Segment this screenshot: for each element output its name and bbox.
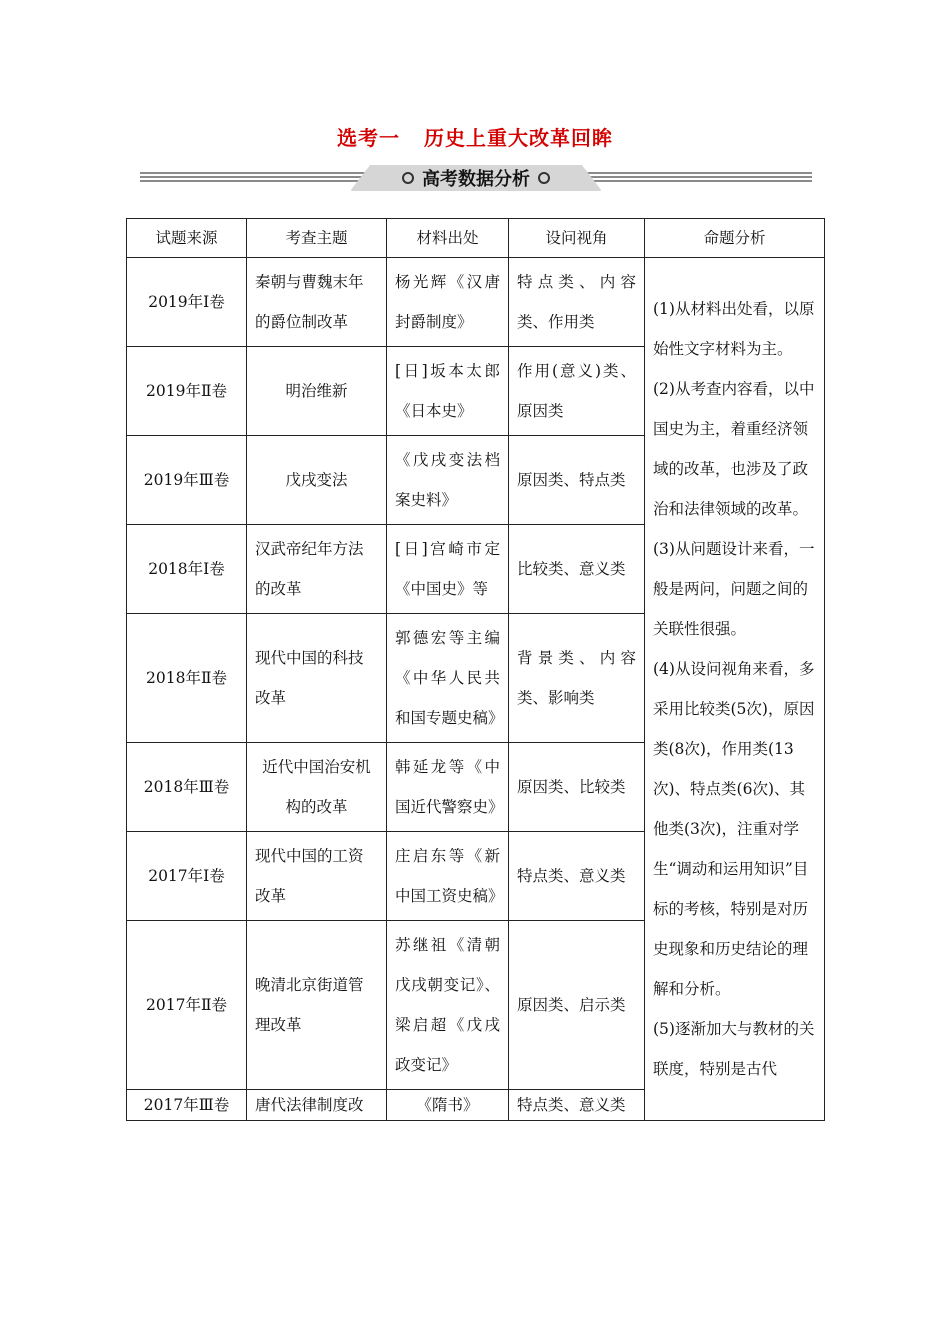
cell-angle: 特点类、意义类 bbox=[509, 1090, 645, 1121]
cell-topic: 现代中国的科技改革 bbox=[247, 614, 387, 743]
cell-material: 韩延龙等《中国近代警察史》 bbox=[387, 743, 509, 832]
table-row bbox=[127, 258, 825, 347]
cell-analysis bbox=[645, 258, 825, 1121]
cell-source: 2019年Ⅲ卷 bbox=[127, 436, 247, 525]
cell-angle: 背景类、内容类、影响类 bbox=[509, 614, 645, 743]
cell-material: [日]坂本太郎《日本史》 bbox=[387, 347, 509, 436]
cell-material: [日]宫崎市定《中国史》等 bbox=[387, 525, 509, 614]
cell-material: 《戊戌变法档案史料》 bbox=[387, 436, 509, 525]
exam-analysis-table bbox=[126, 218, 825, 1121]
cell-angle: 原因类、比较类 bbox=[509, 743, 645, 832]
cell-source: 2018年Ⅲ卷 bbox=[127, 743, 247, 832]
analysis-point: (2)从考查内容看，以中国史为主，着重经济领域的改革，也涉及了政治和法律领域的改革。 bbox=[653, 380, 815, 518]
cell-topic: 明治维新 bbox=[247, 347, 387, 436]
cell-angle: 特点类、内容类、作用类 bbox=[509, 258, 645, 347]
cell-angle: 作用(意义)类、原因类 bbox=[509, 347, 645, 436]
cell-source: 2019年Ⅰ卷 bbox=[127, 258, 247, 347]
analysis-point: (1)从材料出处看，以原始性文字材料为主。 bbox=[653, 300, 815, 358]
cell-angle: 比较类、意义类 bbox=[509, 525, 645, 614]
page-title-part2: 历史上重大改革回眸 bbox=[424, 126, 613, 150]
cell-material: 庄启东等《新中国工资史稿》 bbox=[387, 832, 509, 921]
cell-source: 2017年Ⅰ卷 bbox=[127, 832, 247, 921]
cell-material: 杨光辉《汉唐封爵制度》 bbox=[387, 258, 509, 347]
cell-material: 苏继祖《清朝戊戌朝变记》、梁启超《戊戌政变记》 bbox=[387, 921, 509, 1090]
analysis-point: (3)从问题设计来看，一般是两问，问题之间的关联性很强。 bbox=[653, 540, 815, 638]
cell-source: 2017年Ⅲ卷 bbox=[127, 1090, 247, 1121]
cell-topic: 汉武帝纪年方法的改革 bbox=[247, 525, 387, 614]
cell-topic: 晚清北京街道管理改革 bbox=[247, 921, 387, 1090]
cell-source: 2019年Ⅱ卷 bbox=[127, 347, 247, 436]
cell-material: 郭德宏等主编《中华人民共和国专题史稿》 bbox=[387, 614, 509, 743]
cell-topic: 戊戌变法 bbox=[247, 436, 387, 525]
cell-angle: 原因类、启示类 bbox=[509, 921, 645, 1090]
banner-label: 高考数据分析 bbox=[422, 169, 530, 190]
banner-lines-right bbox=[582, 172, 812, 185]
table-header-row bbox=[127, 219, 825, 258]
banner-label-wrap bbox=[350, 165, 602, 191]
analysis-point: (4)从设问视角来看，多采用比较类(5次)，原因类(8次)，作用类(13次)、特点类(6次)、其他类(3次)，注重对学生“调动和运用知识”目标的考核，特别是对历史现象和历史结论的理解和分析。 bbox=[653, 660, 815, 998]
header-topic: 考查主题 bbox=[247, 219, 387, 258]
cell-angle: 特点类、意义类 bbox=[509, 832, 645, 921]
header-angle: 设问视角 bbox=[509, 219, 645, 258]
cell-source: 2018年Ⅱ卷 bbox=[127, 614, 247, 743]
circle-icon bbox=[402, 172, 414, 184]
header-analysis: 命题分析 bbox=[645, 219, 825, 258]
banner-lines-left bbox=[140, 172, 370, 185]
cell-topic: 秦朝与曹魏末年的爵位制改革 bbox=[247, 258, 387, 347]
cell-source: 2017年Ⅱ卷 bbox=[127, 921, 247, 1090]
page-title bbox=[0, 122, 950, 151]
header-source: 试题来源 bbox=[127, 219, 247, 258]
cell-topic: 唐代法律制度改 bbox=[247, 1090, 387, 1121]
analysis-point: (5)逐渐加大与教材的关联度，特别是古代 bbox=[653, 1020, 815, 1078]
header-material: 材料出处 bbox=[387, 219, 509, 258]
cell-source: 2018年Ⅰ卷 bbox=[127, 525, 247, 614]
cell-topic: 现代中国的工资改革 bbox=[247, 832, 387, 921]
page-title-part1: 选考一 bbox=[337, 126, 400, 150]
cell-angle: 原因类、特点类 bbox=[509, 436, 645, 525]
section-banner bbox=[140, 164, 812, 194]
cell-topic: 近代中国治安机构的改革 bbox=[247, 743, 387, 832]
cell-material: 《隋书》 bbox=[387, 1090, 509, 1121]
circle-icon bbox=[538, 172, 550, 184]
